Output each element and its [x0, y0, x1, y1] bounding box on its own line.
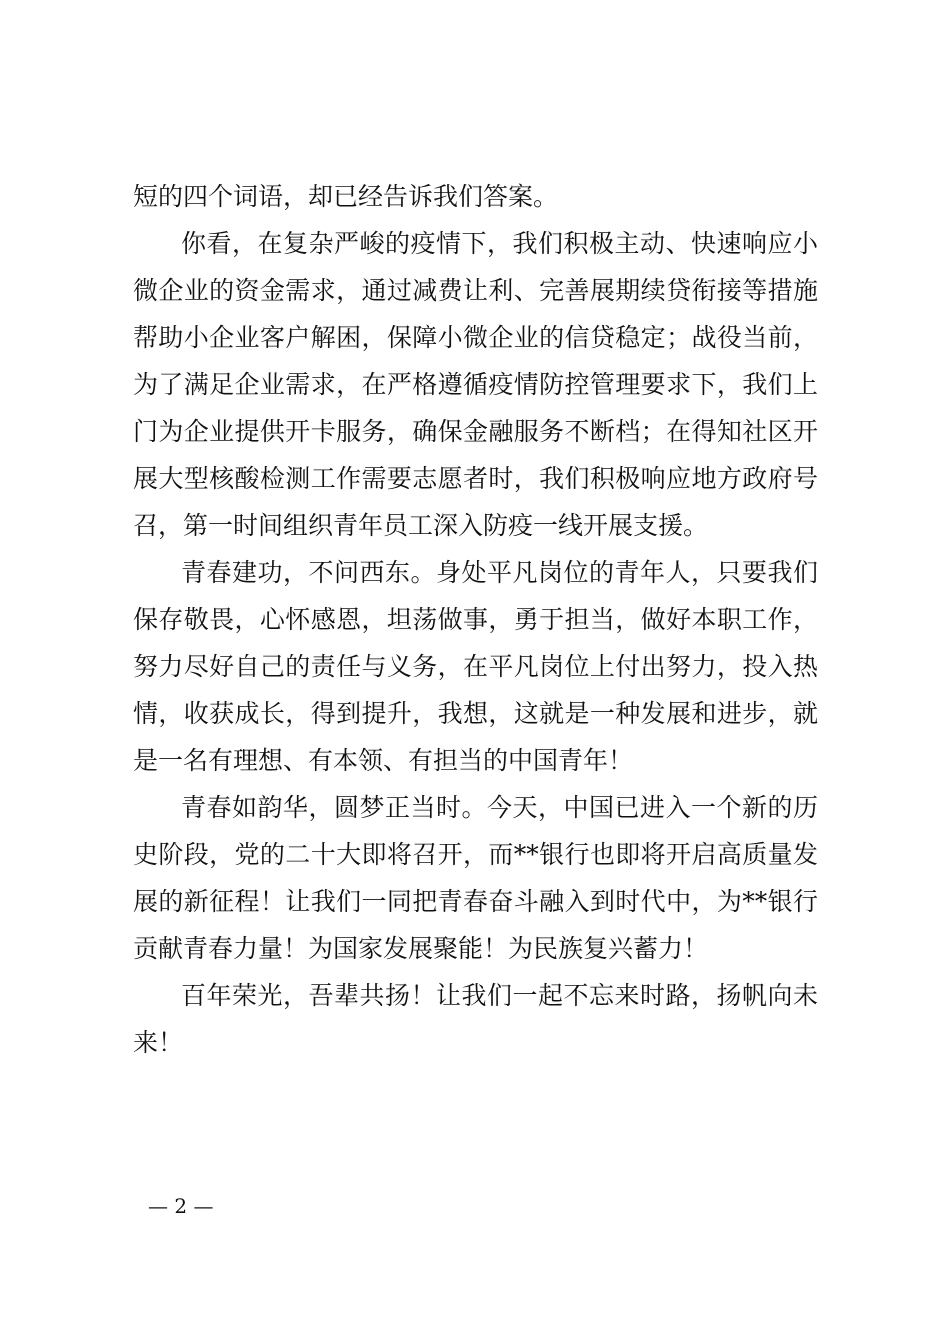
paragraph-start-line: 百年荣光，吾辈共扬！让我们一起不忘来时路，扬帆向未 [181, 981, 818, 1010]
text-line: 召，第一时间组织青年员工深入防疫一线开展支援。 [133, 511, 709, 540]
text-line: 短的四个词语，却已经告诉我们答案。 [133, 182, 559, 211]
paragraph-start-line: 青春如韵华，圆梦正当时。今天，中国已进入一个新的历 [181, 793, 818, 822]
paragraph-start-line: 你看，在复杂严峻的疫情下，我们积极主动、快速响应小 [181, 229, 818, 258]
text-line: 贡献青春力量！为国家发展聚能！为民族复兴蓄力！ [133, 934, 709, 963]
text-line: 来！ [133, 1028, 184, 1057]
text-line: 展大型核酸检测工作需要志愿者时，我们积极响应地方政府号 [133, 464, 818, 493]
text-line: 是一名有理想、有本领、有担当的中国青年！ [133, 746, 634, 775]
paragraph-start-line: 青春建功，不问西东。身处平凡岗位的青年人，只要我们 [181, 558, 818, 587]
text-line: 展的新征程！让我们一同把青春奋斗融入到时代中，为**银行 [133, 887, 818, 916]
text-line: 门为企业提供开卡服务，确保金融服务不断档；在得知社区开 [133, 417, 818, 446]
page-number: — 2 — [148, 1194, 214, 1218]
text-line: 史阶段，党的二十大即将召开，而**银行也即将开启高质量发 [133, 840, 818, 869]
text-line: 保存敬畏，心怀感恩，坦荡做事，勇于担当，做好本职工作， [133, 605, 818, 634]
text-line: 努力尽好自己的责任与义务，在平凡岗位上付出努力，投入热 [133, 652, 818, 681]
text-line: 为了满足企业需求，在严格遵循疫情防控管理要求下，我们上 [133, 370, 818, 399]
text-line: 帮助小企业客户解困，保障小微企业的信贷稳定；战役当前， [133, 323, 818, 352]
text-line: 微企业的资金需求，通过减费让利、完善展期续贷衔接等措施 [133, 276, 818, 305]
text-line: 情，收获成长，得到提升，我想，这就是一种发展和进步，就 [133, 699, 818, 728]
